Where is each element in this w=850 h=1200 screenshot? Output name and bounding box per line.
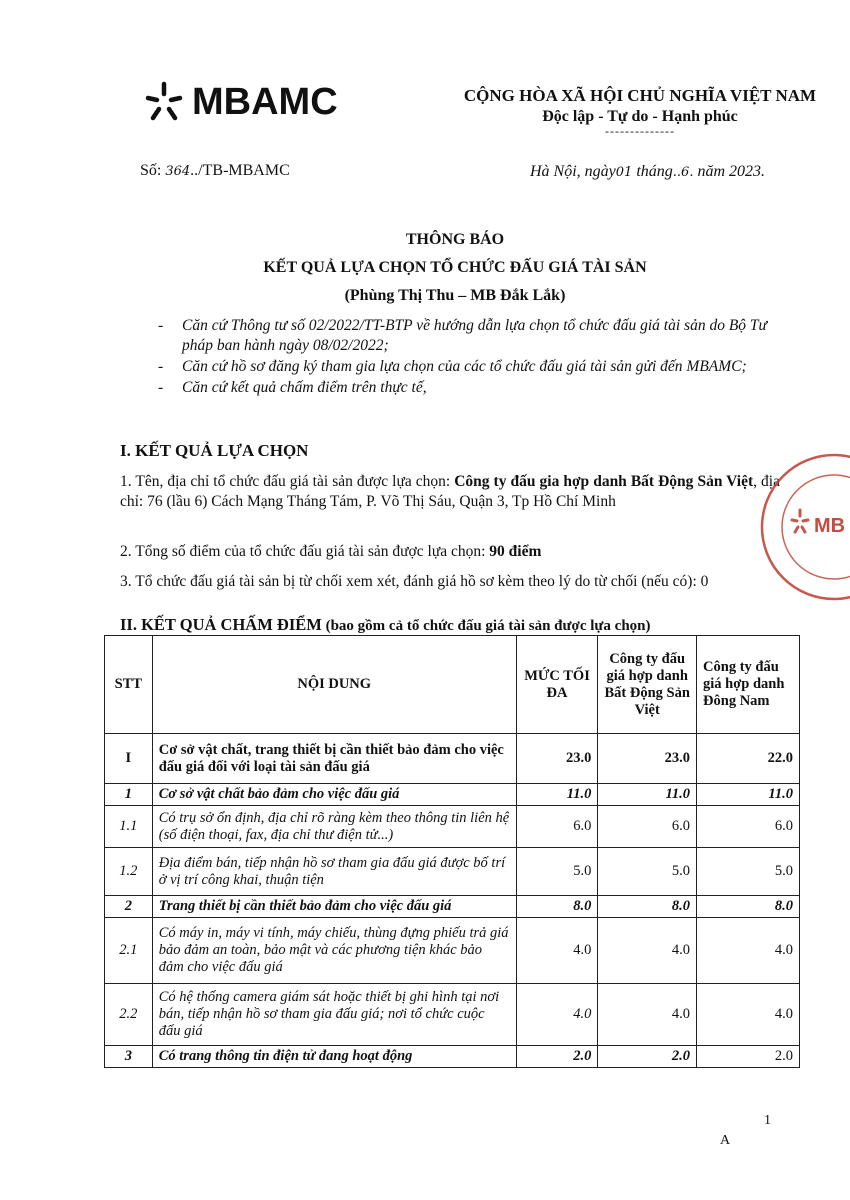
stamp-circle-icon <box>752 448 850 606</box>
logo-text: MBAMC <box>192 80 338 123</box>
table-row: 3 Có trang thông tin điện tử đang hoạt động 2.0 2.0 2.0 <box>105 1046 800 1068</box>
table-header-row <box>105 636 800 734</box>
handwritten-day: 01 <box>615 165 633 180</box>
table-row: 2.1 Có máy in, máy vi tính, máy chiếu, thùng đựng phiếu trả giá bảo đảm an toàn, bảo mật và các phương tiện khác bảo đảm cho việc đấu giá 4.0 4.0 4.0 <box>105 918 800 984</box>
notice-subtitle: KẾT QUẢ LỰA CHỌN TỔ CHỨC ĐẤU GIÁ TÀI SẢN <box>263 259 647 276</box>
table-row: I Cơ sở vật chất, trang thiết bị cần thiết bảo đảm cho việc đấu giá đối với loại tài sản đấu giá 23.0 23.0 22.0 <box>105 734 800 784</box>
mbamc-star-icon <box>140 78 188 126</box>
notice-party: (Phùng Thị Thu – MB Đắk Lắk) <box>344 287 566 304</box>
legal-basis-item: - Căn cứ kết quả chấm điểm trên thực tế, <box>158 378 788 398</box>
header-stt: STT <box>105 636 153 734</box>
page-number: 1 <box>764 1113 771 1128</box>
total-score: 90 điểm <box>489 543 542 560</box>
country-name: CỘNG HÒA XÃ HỘI CHỦ NGHĨA VIỆT NAM <box>463 86 817 105</box>
national-motto: Độc lập - Tự do - Hạnh phúc <box>542 108 738 125</box>
handwritten-number: 364 <box>165 164 191 179</box>
section-1-heading: I. KẾT QUẢ LỰA CHỌN <box>120 441 309 460</box>
document-number: Số: 364../TB-MBAMC <box>140 162 290 179</box>
selected-organization-name: Công ty đấu gia hợp danh Bất Động Sản Việt <box>454 473 754 490</box>
header-max: MỨC TỐI ĐA <box>516 636 598 734</box>
header-org-a: Công ty đấu giá hợp danh Bất Động Sản Việt <box>598 636 697 734</box>
table-row: 1.2 Địa điểm bán, tiếp nhận hồ sơ tham gia đấu giá được bố trí ở vị trí công khai, thuận tiện 5.0 5.0 5.0 <box>105 848 800 896</box>
company-stamp <box>752 448 850 606</box>
notice-title: THÔNG BÁO <box>405 231 505 248</box>
page-mark: A <box>720 1133 731 1148</box>
table-row: 1.1 Có trụ sở ổn định, địa chỉ rõ ràng kèm theo thông tin liên hệ (số điện thoại, fax, địa chỉ thư điện tử...) 6.0 6.0 6.0 <box>105 806 800 848</box>
stamp-text: MB <box>814 515 846 537</box>
mbamc-logo <box>140 78 338 126</box>
legal-basis-item: - Căn cứ hồ sơ đăng ký tham gia lựa chọn của các tổ chức đấu giá tài sản gửi đến MBAMC; <box>158 357 788 377</box>
legal-basis-item: - Căn cứ Thông tư số 02/2022/TT-BTP về hướng dẫn lựa chọn tổ chức đấu giá tài sản do Bộ Tư pháp ban hành ngày 08/02/2022; <box>158 316 788 356</box>
table-row: 2 Trang thiết bị cần thiết bảo đảm cho việc đấu giá 8.0 8.0 8.0 <box>105 896 800 918</box>
rejected-organizations-paragraph: 3. Tổ chức đấu giá tài sản bị từ chối xem xét, đánh giá hồ sơ kèm theo lý do từ chối (nếu có): 0 <box>120 573 709 590</box>
motto-rule: -------------- <box>605 124 675 138</box>
header-org-b: Công ty đấu giá hợp danh Đông Nam <box>697 636 800 734</box>
table-row: 1 Cơ sở vật chất bảo đảm cho việc đấu giá 11.0 11.0 11.0 <box>105 784 800 806</box>
selected-organization-paragraph: 1. Tên, địa chỉ tổ chức đấu giá tài sản được lựa chọn: Công ty đấu gia hợp danh Bất Động Sản Việt, địa chỉ: 76 (lầu 6) Cách Mạng Tháng Tám, P. Võ Thị Sáu, Quận 3, Tp Hồ Chí Minh <box>120 473 780 510</box>
total-score-paragraph: 2. Tổng số điểm của tổ chức đấu giá tài sản được lựa chọn: 90 điểm <box>120 543 542 560</box>
section-2-heading: II. KẾT QUẢ CHẤM ĐIỂM (bao gồm cả tổ chức đấu giá tài sản được lựa chọn) <box>120 615 651 634</box>
document-date: Hà Nội, ngày01 tháng..6. năm 2023. <box>530 163 766 180</box>
score-table <box>104 635 800 1068</box>
header-content: NỘI DUNG <box>152 636 516 734</box>
legal-bases-list <box>158 316 788 399</box>
handwritten-month: ..6. <box>672 165 694 180</box>
table-row: 2.2 Có hệ thống camera giám sát hoặc thiết bị ghi hình tại nơi bán, tiếp nhận hồ sơ tham gia đấu giá; nơi tổ chức cuộc đấu giá 4.0 4.0 4.0 <box>105 984 800 1046</box>
national-header <box>430 86 850 139</box>
